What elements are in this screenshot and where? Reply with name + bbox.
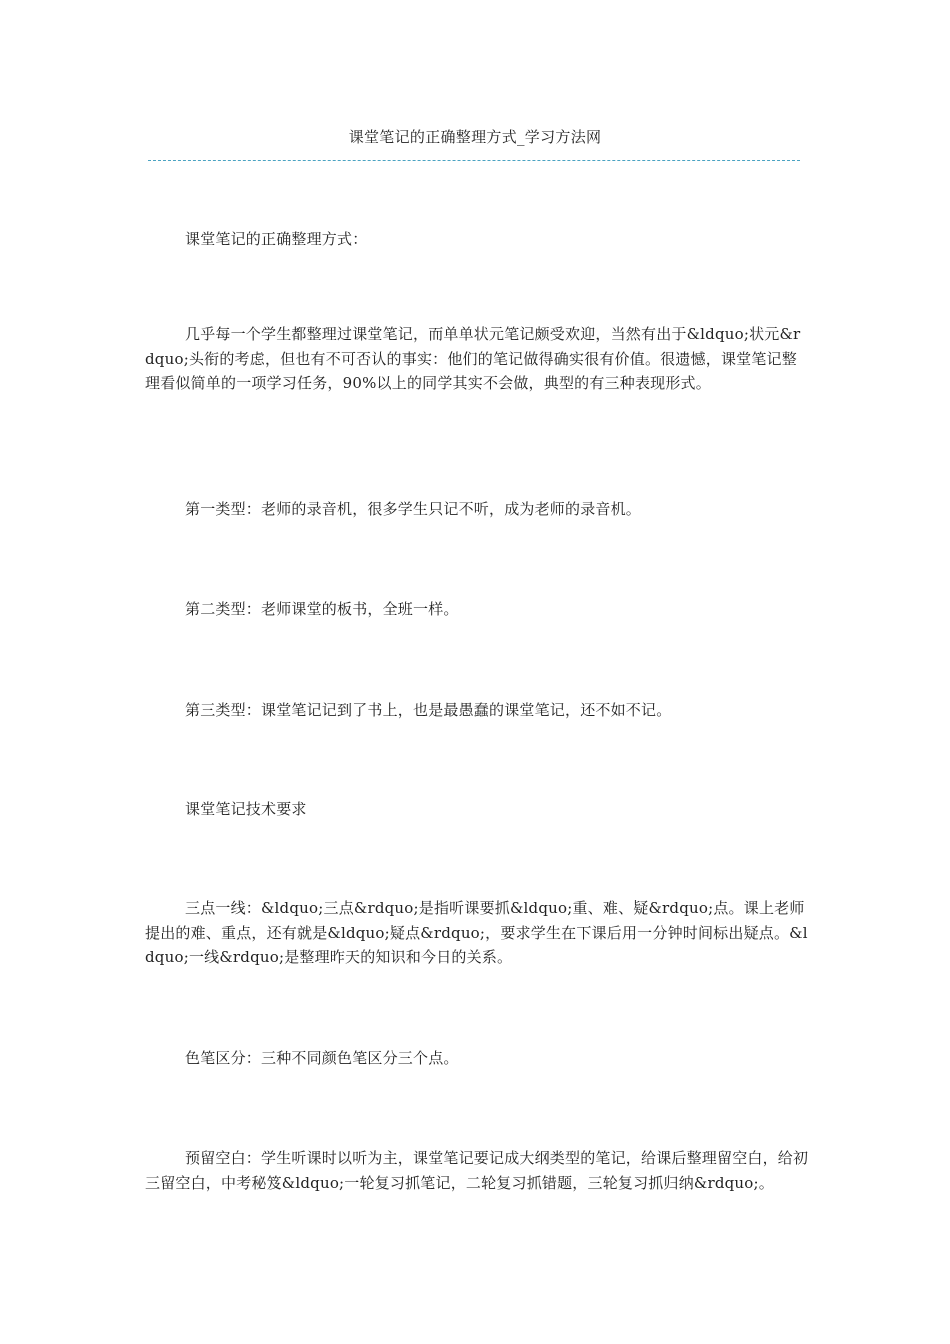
paragraph-color-pens: 色笔区分：三种不同颜色笔区分三个点。 xyxy=(185,1049,459,1067)
paragraph-three-points: 三点一线：&ldquo;三点&rdquo;是指听课要抓&ldquo;重、难、疑&rdquo;点。课上老师提出的难、重点，还有就是&ldquo;疑点&rdquo;，要求学生在下课后用一分钟时间标出疑点。&ldquo;一线&rdquo;是整理昨天的知识和今日的关系。 xyxy=(145,899,808,966)
paragraph-intro: 几乎每一个学生都整理过课堂笔记，而单单状元笔记颇受欢迎，当然有出于&ldquo;状元&rdquo;头衔的考虑，但也有不可否认的事实：他们的笔记做得确实很有价值。很遗憾，课堂笔记整理看似简单的一项学习任务，90%以上的同学其实不会做，典型的有三种表现形式。 xyxy=(145,325,801,392)
paragraph-intro-heading: 课堂笔记的正确整理方式： xyxy=(185,230,368,248)
paragraph-tech-heading: 课堂笔记技术要求 xyxy=(185,800,307,818)
paragraph-type-3: 第三类型：课堂笔记记到了书上，也是最愚蠢的课堂笔记，还不如不记。 xyxy=(185,701,672,719)
document-title: 课堂笔记的正确整理方式_学习方法网 xyxy=(348,128,602,146)
paragraph-reserve-space: 预留空白：学生听课时以听为主，课堂笔记要记成大纲类型的笔记，给课后整理留空白，给初三留空白，中考秘笈&ldquo;一轮复习抓笔记，二轮复习抓错题，三轮复习抓归纳&rdquo;。 xyxy=(145,1149,809,1192)
title-divider xyxy=(148,160,800,161)
paragraph-type-1: 第一类型：老师的录音机，很多学生只记不听，成为老师的录音机。 xyxy=(185,500,642,518)
paragraph-type-2: 第二类型：老师课堂的板书，全班一样。 xyxy=(185,600,459,618)
